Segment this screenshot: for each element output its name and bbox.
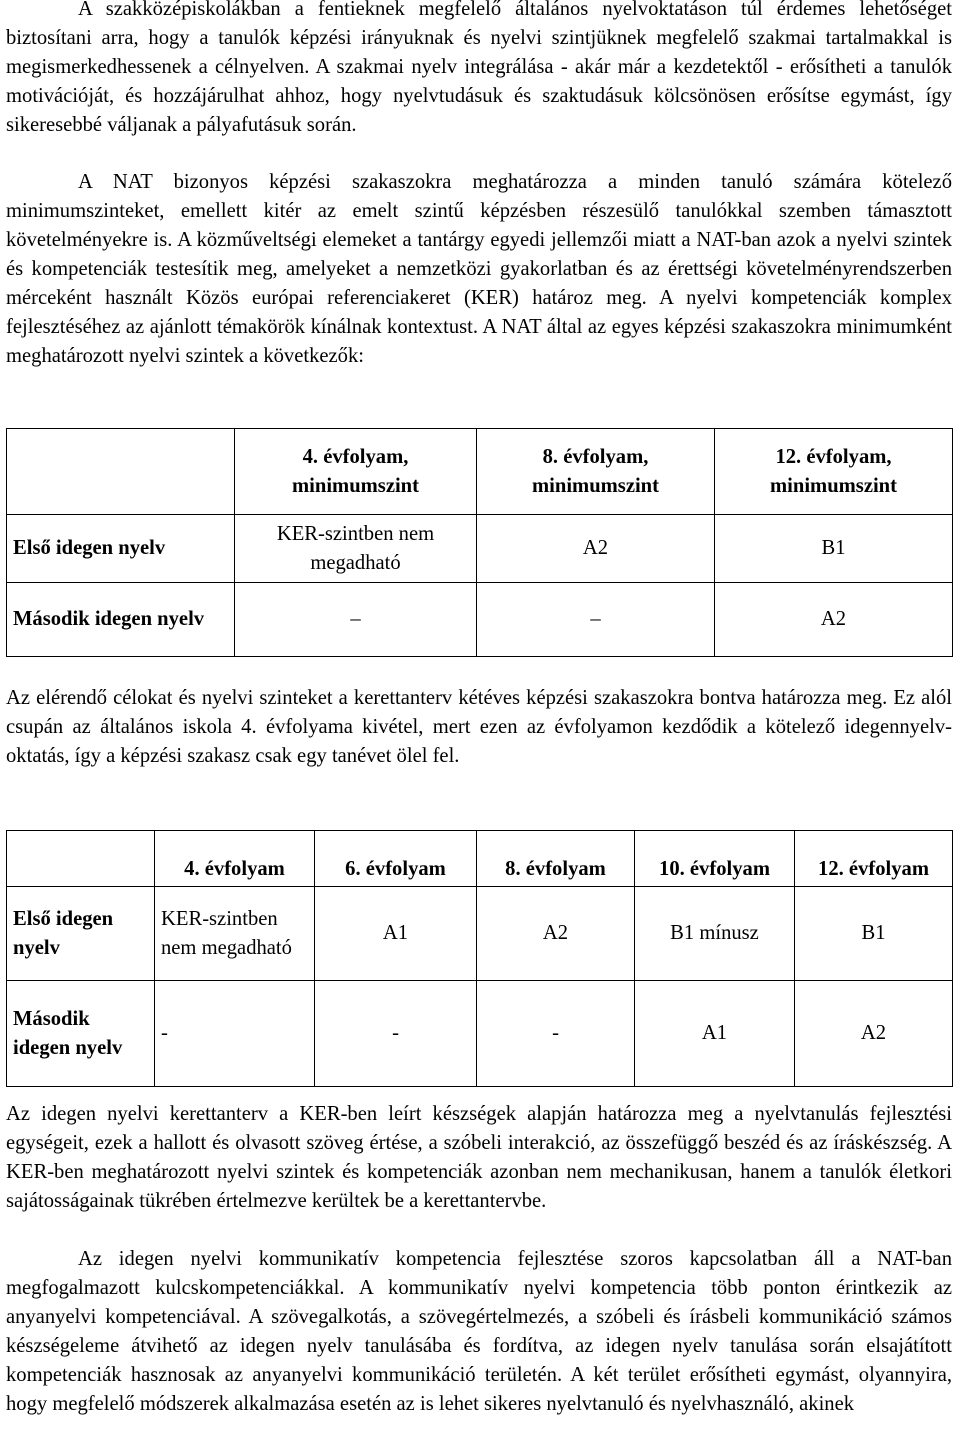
table-cell: - [477, 981, 635, 1087]
column-header: 10. évfolyam [635, 831, 795, 887]
column-header: 4. évfolyam, minimumszint [235, 429, 477, 515]
table-cell: B1 [715, 515, 953, 583]
column-header: 12. évfolyam [795, 831, 953, 887]
table-cell: A2 [715, 583, 953, 657]
table-cell: KER-szintben nem megadható [235, 515, 477, 583]
row-header: Első idegen nyelv [7, 887, 155, 981]
column-header: 4. évfolyam [155, 831, 315, 887]
table-cell: - [315, 981, 477, 1087]
table-cell: B1 [795, 887, 953, 981]
table-row [7, 583, 953, 657]
column-header: 8. évfolyam [477, 831, 635, 887]
table-header-row [7, 831, 953, 887]
table-cell: – [477, 583, 715, 657]
table-corner-cell [7, 831, 155, 887]
table-corner-cell [7, 429, 235, 515]
column-header: 8. évfolyam, minimumszint [477, 429, 715, 515]
table-cell: A2 [795, 981, 953, 1087]
table-header-row [7, 429, 953, 515]
minimum-levels-table [6, 428, 953, 657]
table-cell: B1 mínusz [635, 887, 795, 981]
paragraph-3: Az elérendő célokat és nyelvi szinteket a kerettanterv kétéves képzési szakaszokra bontva határozza meg. Ez alól csupán az általános iskola 4. évfolyama kivétel, mert ezen az évfolyamon kezdődik a kötelező idegennyelv-oktatás, így a képzési szakasz csak egy tanévet ölel fel. [6, 687, 952, 767]
row-header: Első idegen nyelv [7, 515, 235, 583]
paragraph-1: A szakközépiskolákban a fentieknek megfelelő általános nyelvoktatáson túl érdemes lehetőséget biztosítani arra, hogy a tanulók képzési irányuknak és nyelvi szintjüknek megfelelő szakmai tartalmakkal is megismerkedhessenek a célnyelven. A szakmai nyelv integrálása - akár már a kezdetektől - erősítheti a tanulók motivációját, és hozzájárulhat ahhoz, hogy nyelvtudásuk és szaktudásuk kölcsönösen erősítse egymást, így sikeresebbé váljanak a pályafutásuk során. [6, 0, 952, 136]
table-cell: A2 [477, 887, 635, 981]
paragraph-5: Az idegen nyelvi kommunikatív kompetencia fejlesztése szoros kapcsolatban áll a NAT-ban megfogalmazott kulcskompetenciákkal. A kommunikatív nyelvi kompetencia több ponton érintkezik az anyanyelvi kompetenciával. A szövegalkotás, a szövegértelmezés, a szóbeli és írásbeli kommunikáció számos készségeleme átvihető az idegen nyelv tanulásába és fordítva, az idegen nyelv tanulása során elsajátított kompetenciák hasznosak az anyanyelvi kommunikáció területén. A két terület erősítheti egymást, olyannyira, hogy megfelelő módszerek alkalmazása esetén az is lehet sikeres nyelvtanuló és nyelvhasználó, akinek [6, 1248, 952, 1415]
table-row [7, 515, 953, 583]
table-cell: A1 [315, 887, 477, 981]
table-cell: A1 [635, 981, 795, 1087]
table-cell: KER-szintben nem megadható [155, 887, 315, 981]
table-cell: A2 [477, 515, 715, 583]
column-header: 12. évfolyam, minimumszint [715, 429, 953, 515]
row-header: Második idegen nyelv [7, 583, 235, 657]
column-header: 6. évfolyam [315, 831, 477, 887]
framework-levels-table [6, 830, 953, 1087]
paragraph-2: A NAT bizonyos képzési szakaszokra meghatározza a minden tanuló számára kötelező minimumszinteket, emellett kitér az emelt szintű képzésben részesülő tanulókkal szemben támasztott követelményekre is. A közműveltségi elemeket a tantárgy egyedi jellemzői miatt a NAT-ban azok a nyelvi szintek és kompetenciák testesítik meg, amelyeket a nemzetközi gyakorlatban és az érettségi követelményrendszerben mérceként használt Közös európai referenciakeret (KER) határoz meg. A nyelvi kompetenciák komplex fejlesztéséhez az ajánlott témakörök kínálnak kontextust. A NAT által az egyes képzési szakaszokra minimumként meghatározott nyelvi szintek a következők: [6, 171, 952, 367]
table-cell: – [235, 583, 477, 657]
paragraph-4: Az idegen nyelvi kerettanterv a KER-ben leírt készségek alapján határozza meg a nyelvtanulás fejlesztési egységeit, ezek a hallott és olvasott szöveg értése, a szóbeli interakció, az összefüggő beszéd és az íráskészség. A KER-ben meghatározott nyelvi szintek és kompetenciák azonban nem mechanikusan, hanem a tanulók életkori sajátosságainak tükrében értelmezve kerültek be a kerettantervbe. [6, 1103, 952, 1212]
table-row [7, 981, 953, 1087]
table-cell: - [155, 981, 315, 1087]
table-row [7, 887, 953, 981]
row-header: Második idegen nyelv [7, 981, 155, 1087]
